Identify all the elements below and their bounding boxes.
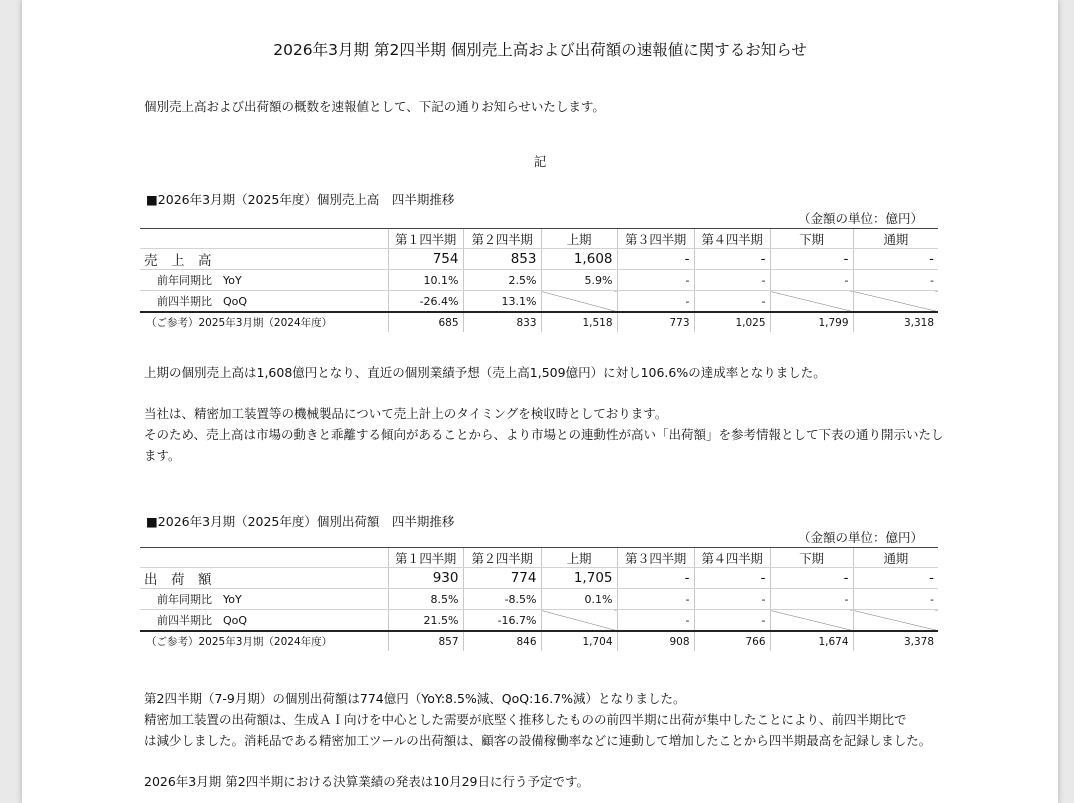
shipments-heading: ■2026年3月期（2025年度）個別出荷額 四半期推移 [146,514,455,529]
table-cell: 774 [463,568,541,589]
table-cell: - [617,568,694,589]
table-cell: - [694,568,770,589]
policy-text-2: そのため、売上高は市場の動きと乖離する傾向があることから、より市場との連動性が高い「出荷額」を参考情報として下表の通り開示いたし [144,427,944,442]
table-cell: - [853,589,938,610]
table-cell: - [694,270,770,291]
column-header: 第３四半期 [617,229,694,249]
table-cell: - [617,610,694,632]
closing-text-3: は減少しました。消耗品である精密加工ツールの出荷額は、顧客の設備稼働率などに連動して増加したことから四半期最高を記録しました。 [144,733,932,748]
column-header: 下期 [770,229,853,249]
table-row [140,610,938,632]
table-cell: - [770,568,853,589]
table-cell: 766 [694,631,770,651]
table-cell: - [617,291,694,313]
table-cell: - [694,249,770,270]
table-cell: - [770,589,853,610]
document-title: 2026年3月期 第2四半期 個別売上高および出荷額の速報値に関するお知らせ [273,41,807,59]
column-header: 上期 [541,548,617,568]
sales-table [140,228,938,332]
table-cell: 0.1% [541,589,617,610]
shipments-header-row [140,548,938,568]
table-cell: 10.1% [388,270,463,291]
result-text: 上期の個別売上高は1,608億円となり、直近の個別業績予想（売上高1,509億円）に対し106.6%の達成率となりました。 [144,365,826,380]
row-label: 売 上 高 [140,249,388,270]
table-cell: 685 [388,312,463,332]
table-cell: 773 [617,312,694,332]
table-cell: 13.1% [463,291,541,313]
table-cell: 930 [388,568,463,589]
table-cell: 908 [617,631,694,651]
row-label: （ご参考）2025年3月期（2024年度） [140,631,388,651]
shipments-table [140,547,938,651]
table-cell: 21.5% [388,610,463,632]
table-cell: 846 [463,631,541,651]
closing-text-2: 精密加工装置の出荷額は、生成ＡＩ向けを中心とした需要が底堅く推移したものの前四半期に出荷が集中したことにより、前四半期比で [144,712,907,727]
policy-text-1: 当社は、精密加工装置等の機械製品について売上計上のタイミングを検収時としております。 [144,406,668,421]
row-label: 前四半期比 QoQ [157,295,248,308]
diagonal-empty-cell [541,610,617,632]
sales-heading: ■2026年3月期（2025年度）個別売上高 四半期推移 [146,192,455,207]
column-header: 第１四半期 [388,229,463,249]
diagonal-empty-cell [853,291,938,313]
diagonal-empty-cell [541,291,617,313]
table-cell: - [853,249,938,270]
column-header: 第２四半期 [463,229,541,249]
table-cell: - [617,249,694,270]
column-header: 第４四半期 [694,229,770,249]
row-label: 前年同期比 YoY [140,589,388,610]
column-header: 第２四半期 [463,548,541,568]
column-header: 通期 [853,548,938,568]
shipments-unit-label: （金額の単位：億円） [798,530,924,545]
table-cell: 1,608 [541,249,617,270]
diagonal-empty-cell [770,291,853,313]
table-cell: - [694,291,770,313]
column-header: 第１四半期 [388,548,463,568]
diagonal-empty-cell [853,610,938,632]
column-header: 上期 [541,229,617,249]
row-label: （ご参考）2025年3月期（2024年度） [140,312,388,332]
table-cell: - [694,610,770,632]
document-page [22,0,1058,803]
table-cell: - [853,270,938,291]
table-cell: - [617,589,694,610]
table-cell: -26.4% [388,291,463,313]
intro-text: 個別売上高および出荷額の概数を速報値として、下記の通りお知らせいたします。 [144,99,605,114]
closing-text-1: 第2四半期（7-9月期）の個別出荷額は774億円（YoY:8.5%減、QoQ:16.7%減）となりました。 [144,691,686,706]
ki-mark: 記 [533,154,547,169]
table-cell: 1,704 [541,631,617,651]
table-cell: 1,799 [770,312,853,332]
table-cell: 1,674 [770,631,853,651]
table-cell: - [770,249,853,270]
table-cell: 1,518 [541,312,617,332]
table-cell: 833 [463,312,541,332]
column-header: 第４四半期 [694,548,770,568]
table-row [140,589,938,610]
table-cell: - [853,568,938,589]
table-cell: - [770,270,853,291]
table-cell: - [694,589,770,610]
table-row [140,568,938,589]
table-cell: 853 [463,249,541,270]
table-cell: 3,378 [853,631,938,651]
table-row [140,270,938,291]
table-cell: 5.9% [541,270,617,291]
table-cell: -8.5% [463,589,541,610]
table-cell: 8.5% [388,589,463,610]
table-row [140,631,938,651]
sales-header-row [140,229,938,249]
sales-unit-label: （金額の単位：億円） [798,211,924,226]
row-label: 前年同期比 YoY [140,270,388,291]
closing-text-4: 2026年3月期 第2四半期における決算業績の発表は10月29日に行う予定です。 [144,774,590,789]
table-row [140,291,938,313]
table-cell: - [617,270,694,291]
row-label: 出 荷 額 [140,568,388,589]
column-header: 第３四半期 [617,548,694,568]
column-header [140,548,388,568]
policy-text-3: ます。 [144,448,181,463]
table-cell: 754 [388,249,463,270]
column-header [140,229,388,249]
column-header: 通期 [853,229,938,249]
table-cell: 1,025 [694,312,770,332]
table-cell: 2.5% [463,270,541,291]
diagonal-empty-cell [770,610,853,632]
table-cell: 3,318 [853,312,938,332]
table-row [140,312,938,332]
column-header: 下期 [770,548,853,568]
row-label: 前四半期比 QoQ [157,614,248,627]
table-cell: 857 [388,631,463,651]
table-cell: 1,705 [541,568,617,589]
table-cell: -16.7% [463,610,541,632]
table-row [140,249,938,270]
